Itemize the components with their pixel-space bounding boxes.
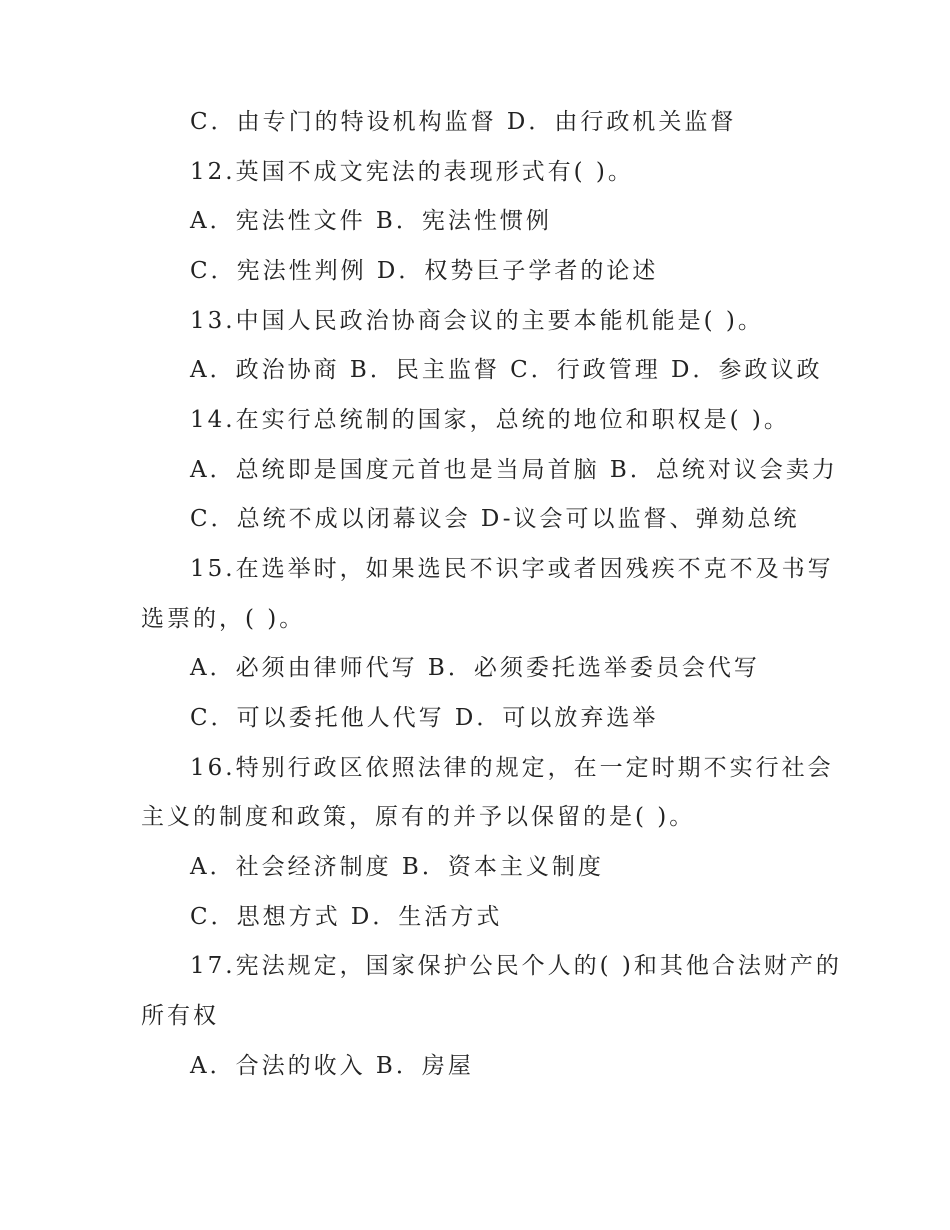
option-line-q16-ab: A．社会经济制度 B．资本主义制度 — [190, 854, 604, 880]
question-17: 17.宪法规定，国家保护公民个人的( )和其他合法财产的 — [190, 953, 842, 979]
option-line-q15-cd: C．可以委托他人代写 D．可以放弃选举 — [190, 705, 659, 731]
question-16-cont: 主义的制度和政策，原有的并予以保留的是( )。 — [141, 804, 696, 830]
question-17-cont: 所有权 — [141, 1003, 219, 1029]
option-line-q12-ab: A．宪法性文件 B．宪法性惯例 — [190, 208, 552, 234]
question-14: 14.在实行总统制的国家，总统的地位和职权是( )。 — [190, 407, 790, 433]
question-16: 16.特别行政区依照法律的规定，在一定时期不实行社会 — [190, 755, 834, 781]
option-line-q16-cd: C．思想方式 D．生活方式 — [190, 904, 503, 930]
question-15: 15.在选举时，如果选民不识字或者因残疾不克不及书写 — [190, 556, 834, 582]
option-line-q11-cd: C．由专门的特设机构监督 D．由行政机关监督 — [190, 109, 737, 135]
option-line-q12-cd: C．宪法性判例 D．权势巨子学者的论述 — [190, 258, 659, 284]
option-line-q13: A．政治协商 B．民主监督 C．行政管理 D．参政议政 — [190, 357, 823, 383]
option-line-q17-ab: A．合法的收入 B．房屋 — [190, 1053, 474, 1079]
question-13: 13.中国人民政治协商会议的主要本能机能是( )。 — [190, 308, 764, 334]
question-12: 12.英国不成文宪法的表现形式有( )。 — [190, 159, 634, 185]
option-line-q15-ab: A．必须由律师代写 B．必须委托选举委员会代写 — [190, 655, 760, 681]
option-line-q14-cd: C．总统不成以闭幕议会 D-议会可以监督、弹劾总统 — [190, 506, 800, 532]
option-line-q14-ab: A．总统即是国度元首也是当局首脑 B．总统对议会卖力 — [190, 457, 838, 483]
question-15-cont: 选票的，( )。 — [141, 606, 306, 632]
